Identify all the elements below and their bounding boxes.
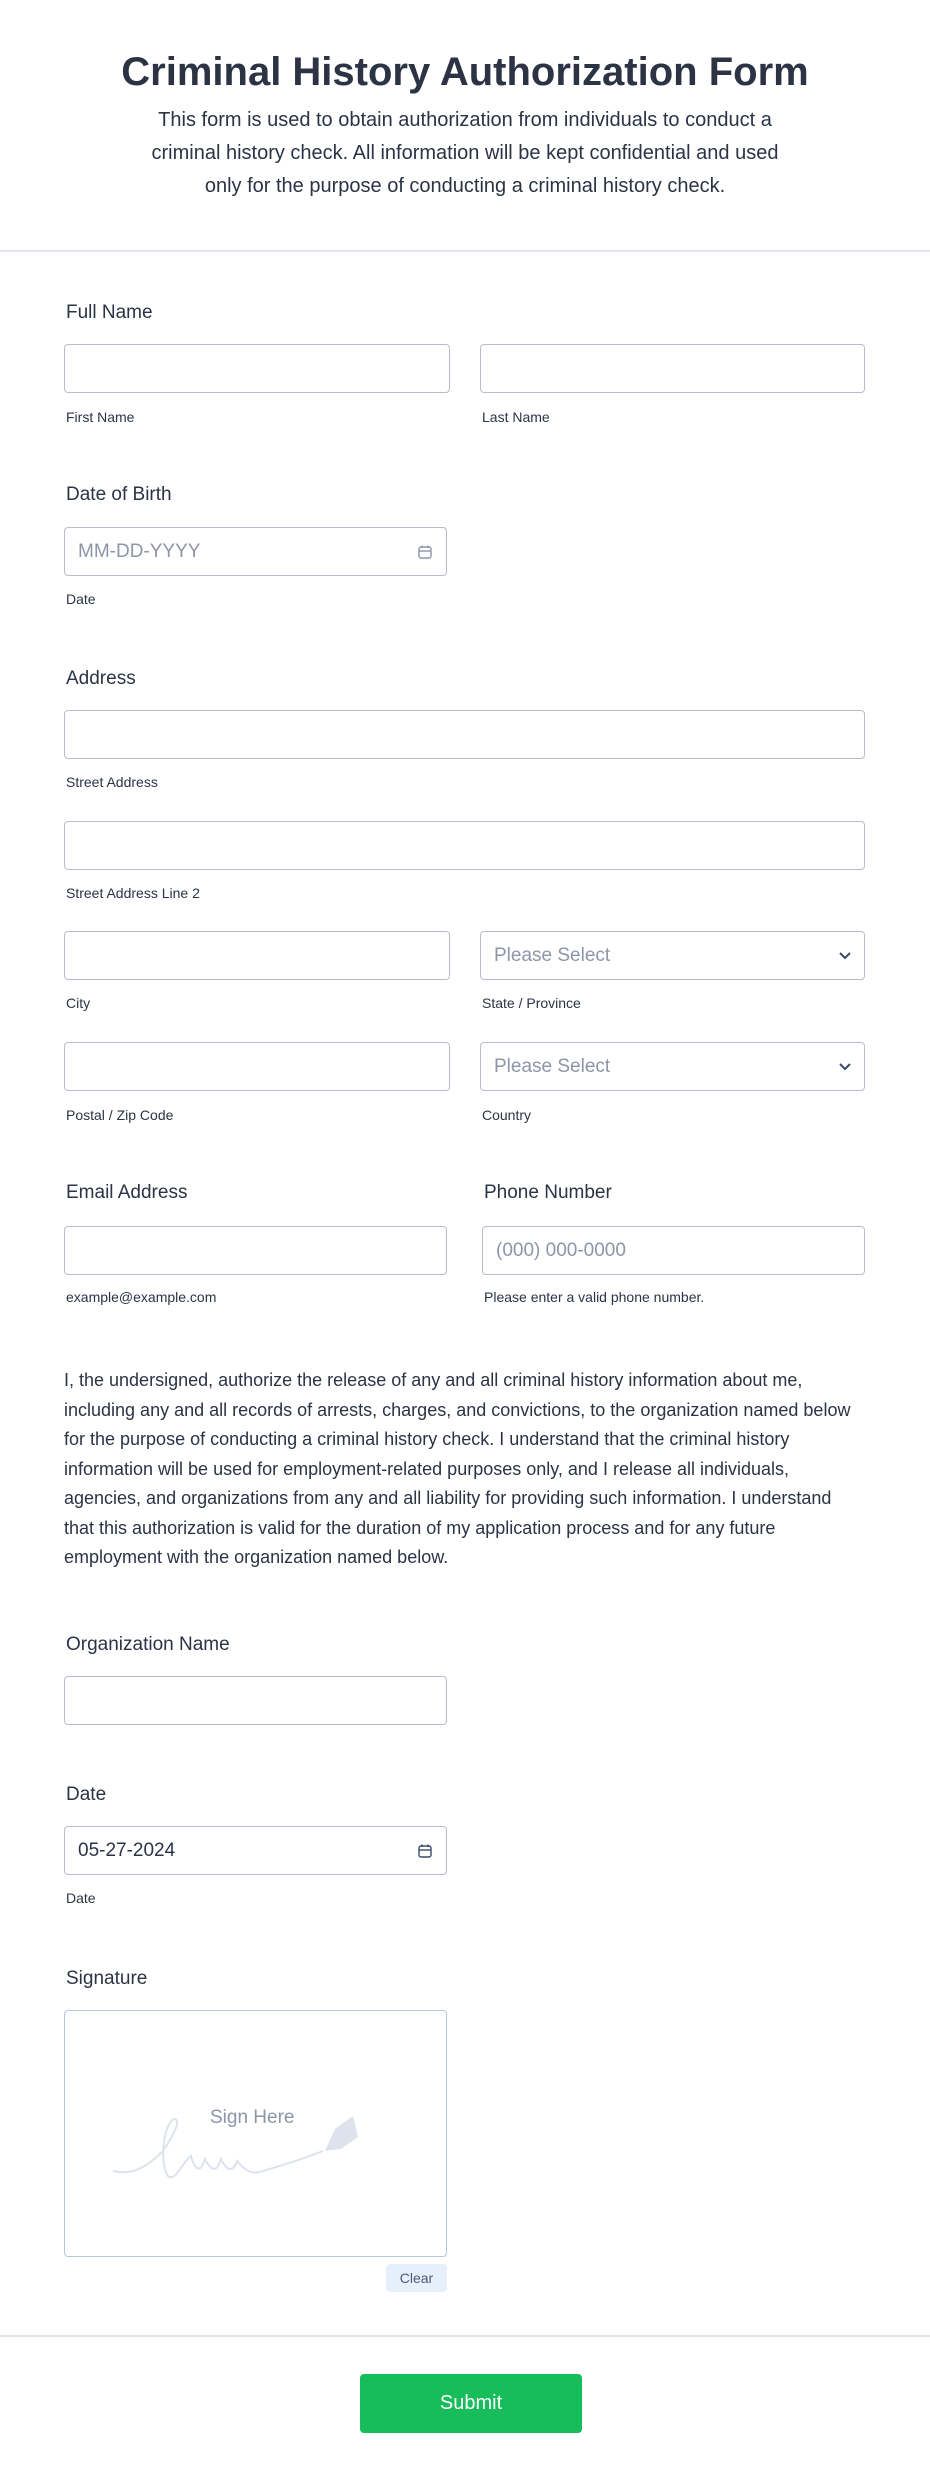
phone-placeholder: (000) 000-0000	[496, 1239, 626, 1261]
state-select[interactable]	[480, 931, 865, 980]
dob-placeholder: MM-DD-YYYY	[78, 540, 201, 562]
organization-label: Organization Name	[66, 1634, 230, 1655]
postal-sublabel: Postal / Zip Code	[66, 1107, 174, 1123]
first-name-sublabel: First Name	[66, 409, 135, 425]
street-address-2-sublabel: Street Address Line 2	[66, 885, 200, 901]
signature-label: Signature	[66, 1968, 148, 1989]
clear-signature-button[interactable]: Clear	[386, 2264, 447, 2292]
phone-input[interactable]	[482, 1226, 865, 1275]
signature-scribble-icon	[113, 2111, 393, 2191]
street-address-2-input[interactable]	[64, 821, 865, 870]
calendar-icon[interactable]	[417, 1843, 433, 1859]
sign-here-placeholder: Sign Here	[210, 2107, 295, 2128]
date-sublabel: Date	[66, 1890, 96, 1906]
footer-divider	[0, 2335, 930, 2337]
last-name-sublabel: Last Name	[482, 409, 550, 425]
postal-input[interactable]	[64, 1042, 450, 1091]
state-sublabel: State / Province	[482, 995, 581, 1011]
city-input[interactable]	[64, 931, 450, 980]
city-sublabel: City	[66, 995, 91, 1011]
date-label: Date	[66, 1784, 107, 1805]
signature-pad[interactable]	[64, 2010, 447, 2257]
first-name-input[interactable]	[64, 344, 450, 393]
dob-sublabel: Date	[66, 591, 96, 607]
date-input[interactable]	[64, 1826, 447, 1875]
page-title: Criminal History Authorization Form	[121, 50, 809, 94]
dob-input[interactable]	[64, 527, 447, 576]
organization-input[interactable]	[64, 1676, 447, 1725]
country-placeholder: Please Select	[494, 1055, 611, 1077]
email-input[interactable]	[64, 1226, 447, 1275]
state-placeholder: Please Select	[494, 944, 611, 966]
header-divider	[0, 250, 930, 252]
date-value: 05-27-2024	[78, 1839, 176, 1861]
country-sublabel: Country	[482, 1107, 532, 1123]
dob-label: Date of Birth	[66, 484, 172, 505]
authorization-text: I, the undersigned, authorize the release of any and all criminal history information about me, including any and all records of arrests, charges, and convictions, to the organization named below for the purpose of conducting a criminal history check. I understand that the criminal history information will be used for employment-related purposes only, and I release all individuals, agencies, and organizations from any and all liability for providing such information. I understand that this authorization is valid for the duration of my application process and for any future employment with the organization named below.	[64, 1370, 851, 1567]
address-label: Address	[66, 668, 136, 689]
email-label: Email Address	[66, 1182, 188, 1203]
street-address-input[interactable]	[64, 710, 865, 759]
street-address-sublabel: Street Address	[66, 774, 158, 790]
chevron-down-icon	[839, 952, 851, 960]
phone-label: Phone Number	[484, 1182, 612, 1203]
chevron-down-icon	[839, 1063, 851, 1071]
form-description: This form is used to obtain authorization from individuals to conduct a criminal history check. All information will be kept confidential and used only for the purpose of conducting a criminal history check.	[151, 109, 779, 197]
email-sublabel: example@example.com	[66, 1289, 217, 1305]
calendar-icon[interactable]	[417, 544, 433, 560]
last-name-input[interactable]	[480, 344, 865, 393]
submit-button[interactable]: Submit	[360, 2374, 582, 2433]
phone-sublabel: Please enter a valid phone number.	[484, 1289, 705, 1305]
country-select[interactable]	[480, 1042, 865, 1091]
full-name-label: Full Name	[66, 302, 153, 323]
